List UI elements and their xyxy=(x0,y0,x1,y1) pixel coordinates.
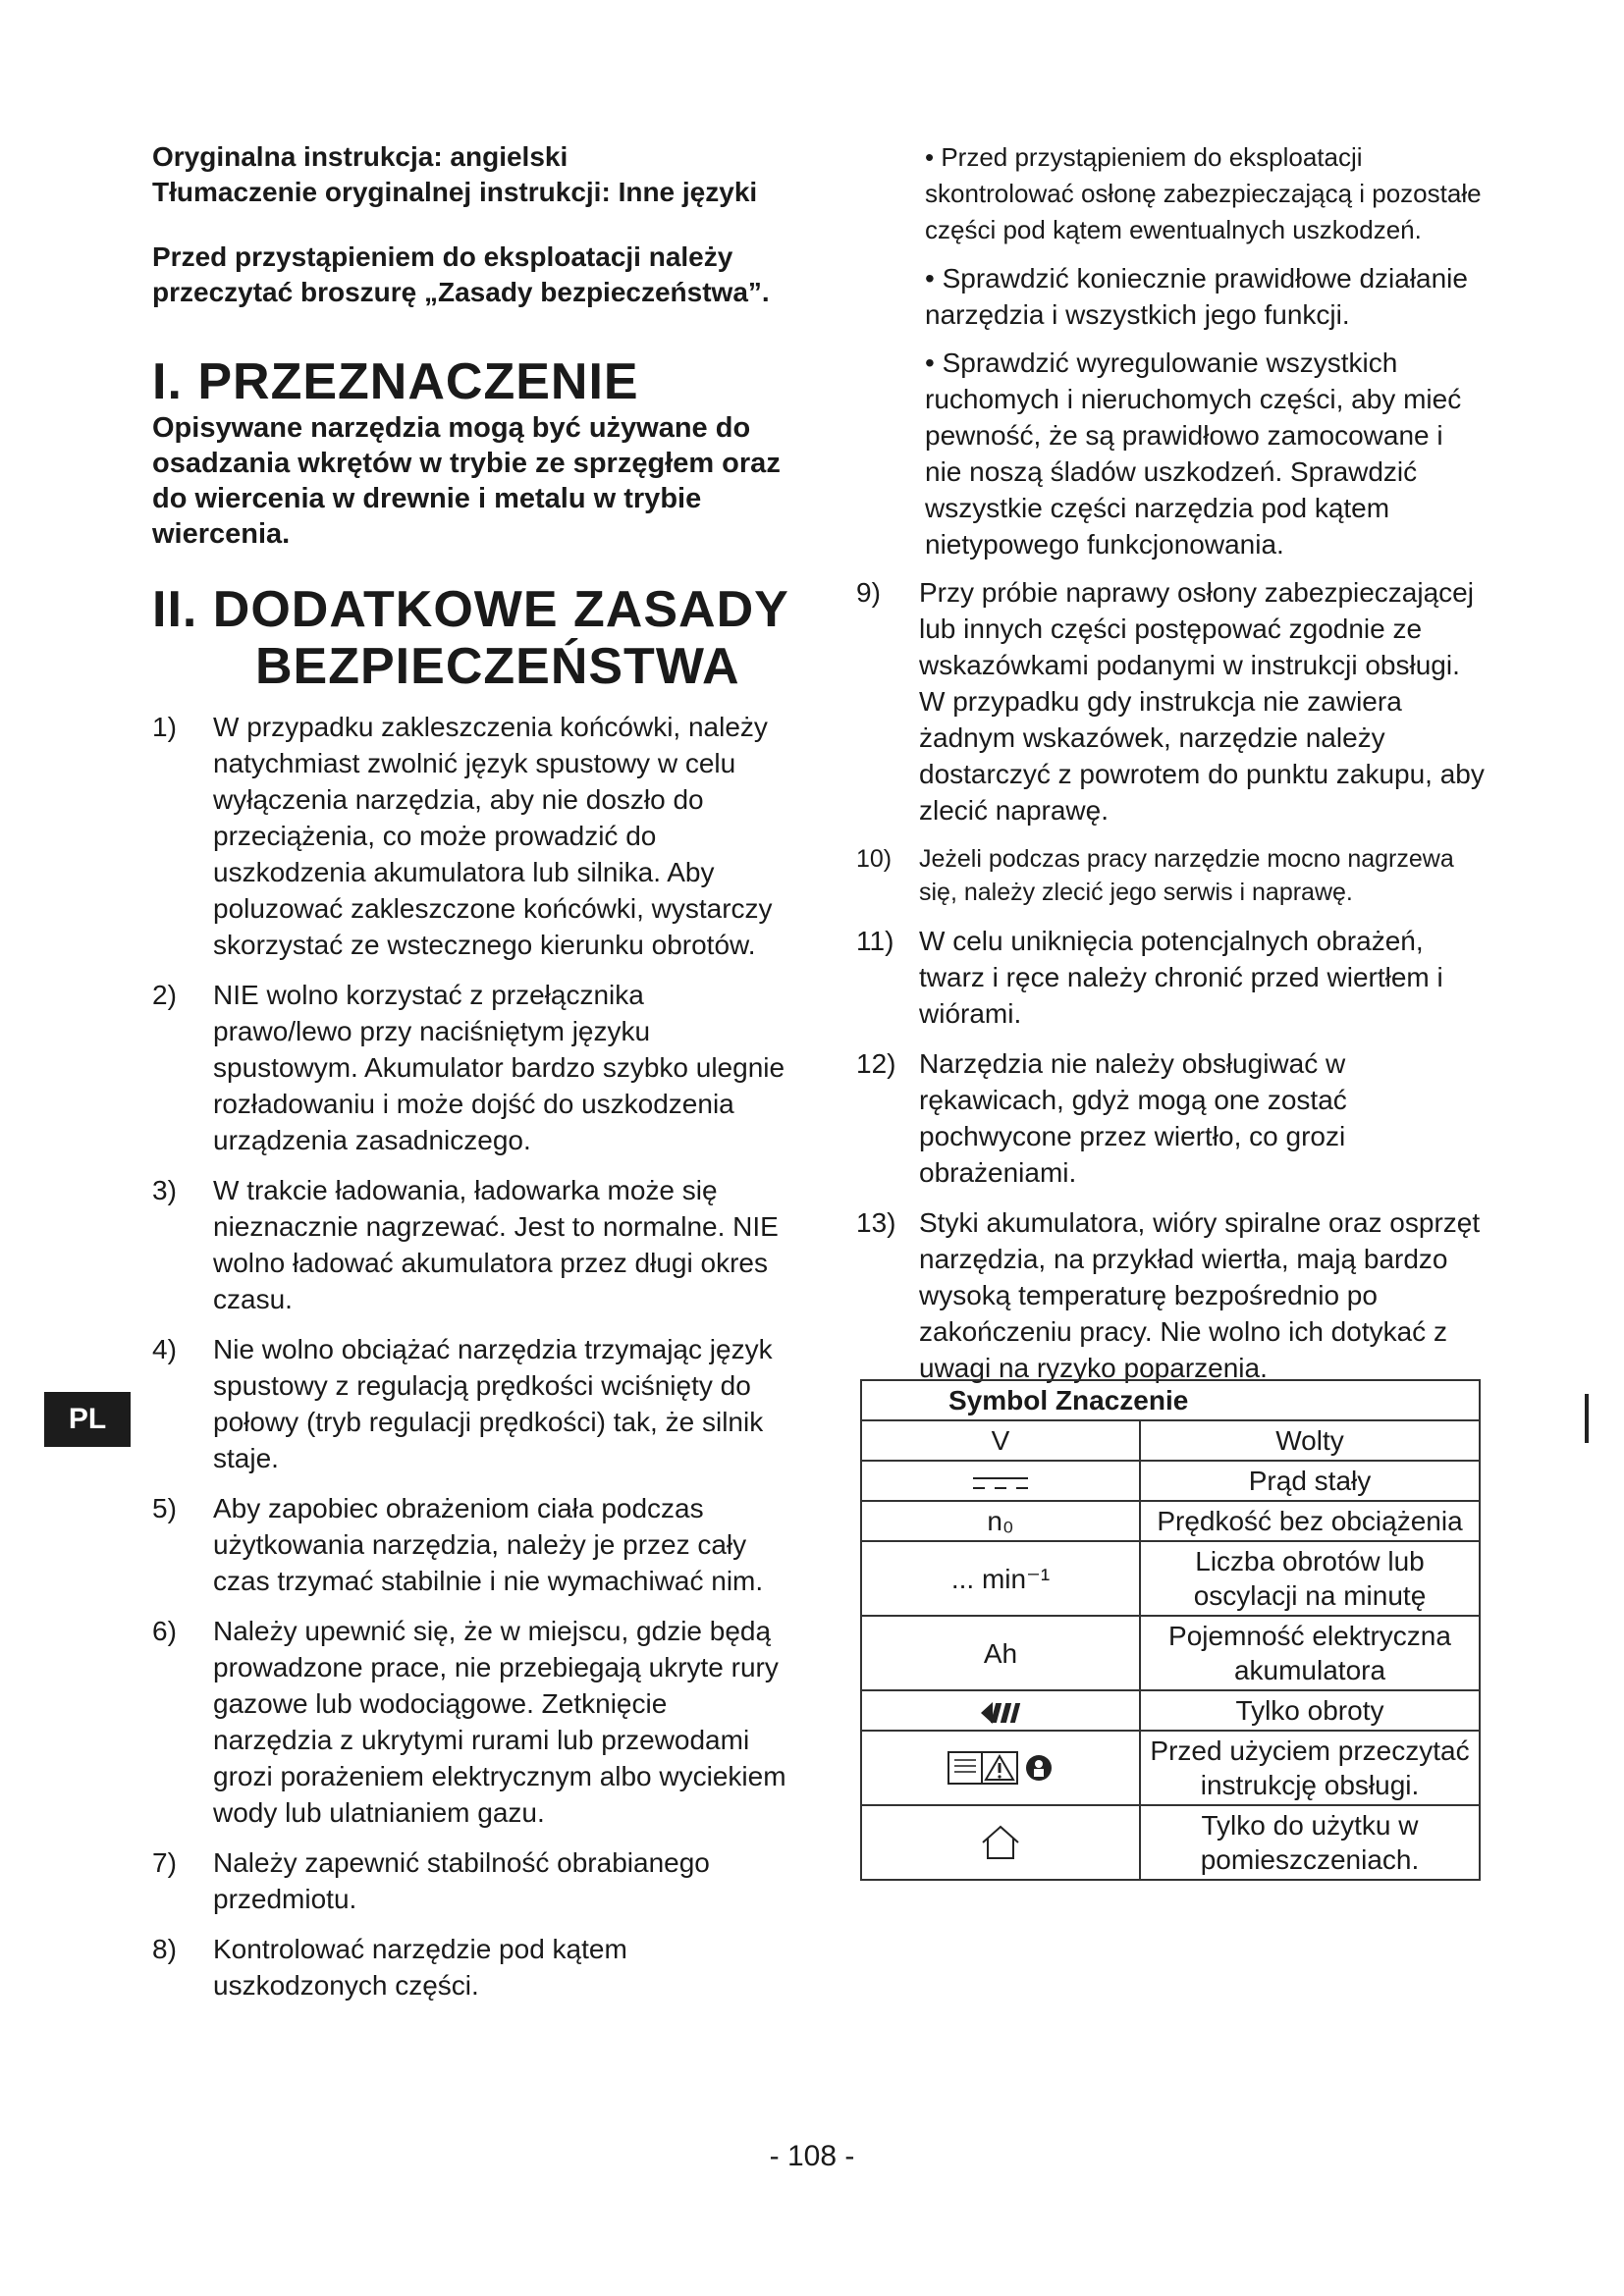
inspection-bullets xyxy=(856,139,1485,562)
list-item: 2) NIE wolno korzystać z przełącznika prawo/lewo przy naciśniętym języku spustowym. Akumulator bardzo szybko ulegnie rozładowaniu i może dojść do uszkodzenia urządzenia zasadniczego. xyxy=(152,980,785,1155)
dc-icon xyxy=(971,1472,1030,1494)
bullet-item: • Sprawdzić wyregulowanie wszystkich ruchomych i nieruchomych części, aby mieć pewność, że są prawidłowo zamocowane i nie noszą śladów uszkodzeń. Sprawdzić wszystkie części narzędzia pod kątem nietypowego funkcjonowania. xyxy=(925,347,1462,560)
list-item: 8) Kontrolować narzędzie pod kątem uszkodzonych części. xyxy=(152,1934,627,2001)
list-item: 5) Aby zapobiec obrażeniom ciała podczas użytkowania narzędzia, należy je przez cały czas trzymać stabilnie i nie wymachiwać nim. xyxy=(152,1493,764,1596)
table-row: Przed użyciem przeczytać instrukcję obsługi. xyxy=(861,1731,1480,1805)
list-item: 9) Przy próbie naprawy osłony zabezpieczającej lub innych części postępować zgodnie ze wskazówkami podanymi w instrukcji obsługi. W przypadku gdy instrukcja nie zawiera żadnym wskazówek, narzędzie należy dostarczyć z powrotem do punktu zakupu, aby zlecić naprawę. xyxy=(856,577,1485,826)
page-number: - 108 - xyxy=(769,2140,855,2172)
left-column xyxy=(152,139,790,2017)
translation-line: Tłumaczenie oryginalnej instrukcji: Inne języki xyxy=(152,177,758,207)
table-row: V Wolty xyxy=(861,1420,1480,1461)
section-1-body: Opisywane narzędzia mogą być używane do osadzania wkrętów w trybie ze sprzęgłem oraz do wiercenia w drewnie i metalu w trybie wiercenia. xyxy=(152,412,781,550)
table-row: n₀ Prędkość bez obciążenia xyxy=(861,1501,1480,1541)
section-2-title-line-1: II. DODATKOWE ZASADY xyxy=(152,581,789,638)
volts-symbol: V xyxy=(861,1420,1140,1461)
bullet-item: • Sprawdzić koniecznie prawidłowe działanie narzędzia i wszystkich jego funkcji. xyxy=(925,263,1468,330)
table-row: Tylko obroty xyxy=(861,1690,1480,1731)
list-item: 12) Narzędzia nie należy obsługiwać w rękawicach, gdyż mogą one zostać pochwycone przez wiertło, co grozi obrażeniami. xyxy=(856,1048,1347,1188)
table-row: Prąd stały xyxy=(861,1461,1480,1501)
table-row: Tylko do użytku w pomieszczeniach. xyxy=(861,1805,1480,1880)
right-column xyxy=(856,139,1485,1400)
rpm-symbol: ... min⁻¹ xyxy=(861,1541,1140,1616)
side-marker xyxy=(1585,1394,1589,1443)
indoor-use-icon xyxy=(979,1823,1022,1862)
list-item: 11) W celu uniknięcia potencjalnych obrażeń, twarz i ręce należy chronić przed wiertłem i wiórami. xyxy=(856,926,1443,1029)
bullet-item: • Przed przystąpieniem do eksploatacji skontrolować osłonę zabezpieczającą i pozostałe części pod kątem ewentualnych uszkodzeń. xyxy=(925,142,1482,244)
table-row: Ah Pojemność elektryczna akumulatora xyxy=(861,1616,1480,1690)
original-instruction-line: Oryginalna instrukcja: angielski xyxy=(152,141,568,172)
list-item: 10) Jeżeli podczas pracy narzędzie mocno nagrzewa się, należy zlecić jego serwis i naprawę. xyxy=(856,845,1454,906)
safety-list-right xyxy=(856,574,1485,1386)
read-manual-icon xyxy=(947,1748,1055,1788)
read-brochure-line-1: Przed przystąpieniem do eksploatacji należy xyxy=(152,241,733,272)
list-item: 7) Należy zapewnić stabilność obrabianego przedmiotu. xyxy=(152,1847,710,1914)
no-load-speed-symbol: n₀ xyxy=(861,1501,1140,1541)
list-item: 6) Należy upewnić się, że w miejscu, gdzie będą prowadzone prace, nie przebiegają ukryte rury gazowe lub wodociągowe. Zetknięcie narzędzia z ukrytymi rurami lub przewodami grozi porażeniem elektrycznym albo wyciekiem wody lub ulatnianiem gazu. xyxy=(152,1616,786,1828)
symbol-table-header: Symbol Znaczenie xyxy=(861,1380,1480,1420)
rotation-only-icon xyxy=(979,1700,1022,1726)
table-row: ... min⁻¹ Liczba obrotów lub oscylacji na minutę xyxy=(861,1541,1480,1616)
amp-hour-symbol: Ah xyxy=(861,1616,1140,1690)
safety-list-left xyxy=(152,709,790,2003)
section-2-title xyxy=(152,581,790,695)
language-tab: PL xyxy=(44,1392,131,1447)
section-1-title: I. PRZEZNACZENIE xyxy=(152,353,639,410)
read-brochure-line-2: przeczytać broszurę „Zasady bezpieczeństwa”. xyxy=(152,277,770,307)
list-item: 1) W przypadku zakleszczenia końcówki, należy natychmiast zwolnić język spustowy w celu wyłączenia narzędzia, aby nie doszło do przeciążenia, co może prowadzić do uszkodzenia akumulatora lub silnika. Aby poluzować zakleszczone końcówki, wystarczy skorzystać ze wstecznego kierunku obrotów. xyxy=(152,712,773,960)
symbol-table xyxy=(860,1379,1481,1881)
list-item: 3) W trakcie ładowania, ładowarka może się nieznacznie nagrzewać. Jest to normalne. NIE wolno ładować akumulatora przez długi okres czasu. xyxy=(152,1175,779,1314)
section-2-title-line-2: BEZPIECZEŃSTWA xyxy=(255,638,740,695)
list-item: 13) Styki akumulatora, wióry spiralne oraz osprzęt narzędzia, na przykład wiertła, mają bardzo wysoką temperaturę bezpośrednio po zakończeniu pracy. Nie wolno ich dotykać z uwagi na ryzyko poparzenia. xyxy=(856,1207,1481,1383)
list-item: 4) Nie wolno obciążać narzędzia trzymając język spustowy z regulacją prędkości wciśnięty do połowy (tryb regulacji prędkości) tak, że silnik staje. xyxy=(152,1334,773,1473)
